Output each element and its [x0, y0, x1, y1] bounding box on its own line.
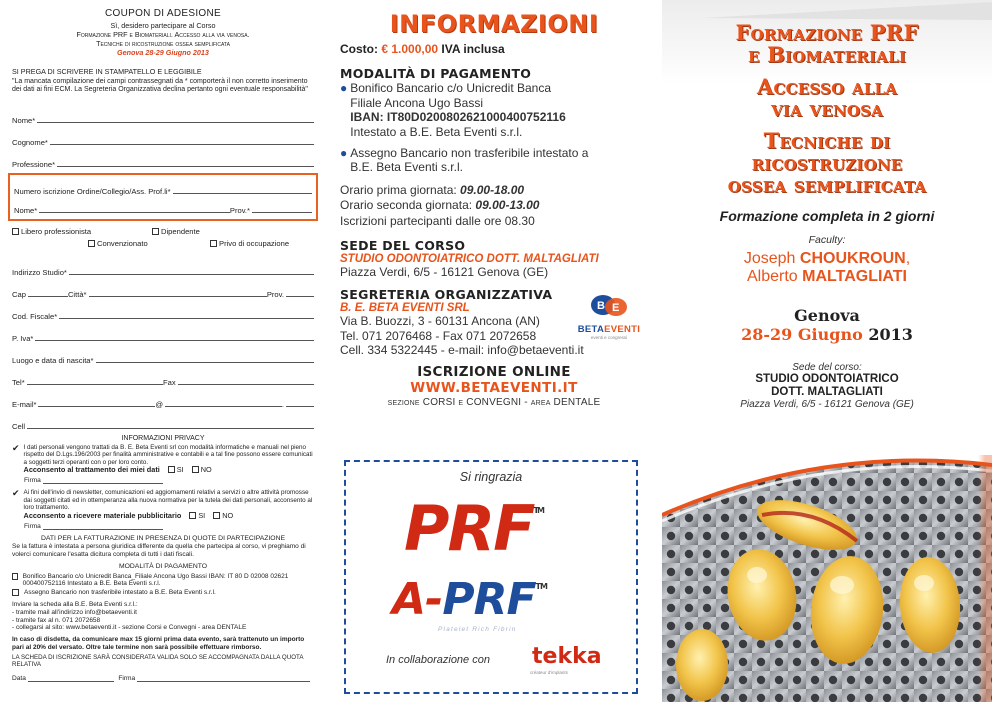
- fill-line[interactable]: [28, 681, 114, 682]
- fill-line[interactable]: [286, 296, 314, 297]
- sede-heading: SEDE DEL CORSO: [340, 237, 466, 253]
- fill-line[interactable]: [37, 122, 314, 123]
- beta-logo-text: [574, 324, 644, 335]
- checkbox-icon[interactable]: [88, 240, 95, 247]
- segreteria-block: [340, 287, 648, 358]
- coupon-title: COUPON DI ADESIONE: [105, 8, 221, 19]
- tekka-logo: tekka: [532, 644, 602, 669]
- fattura-title: DATI PER LA FATTURAZIONE IN PRESENZA DI QUOTE DI PARTECIPAZIONE: [40, 535, 286, 542]
- date-days: 28-29 Giugno: [741, 324, 863, 344]
- fill-line[interactable]: [286, 406, 314, 407]
- validita-text: LA SCHEDA DI ISCRIZIONE SARÀ CONSIDERATA VALIDA SOLO SE ACCOMPAGNATA DALLA QUOTA RELATIVA: [12, 653, 304, 669]
- privacy-block: [12, 444, 314, 475]
- online-section: sezione CORSI e CONVEGNI - area DENTALE: [387, 397, 601, 409]
- option-privo[interactable]: [210, 239, 289, 248]
- tekka-tagline: créateur d'implants: [530, 670, 568, 675]
- prf-membranes-photo: [662, 455, 992, 702]
- online-heading: ISCRIZIONE ONLINE: [417, 364, 571, 381]
- fill-line[interactable]: [137, 681, 310, 682]
- orario-value: 09.00-18.00: [460, 182, 525, 197]
- privacy-si[interactable]: [168, 465, 184, 474]
- field-label: Città*: [67, 289, 87, 299]
- mod-bonifico-text: Bonifico Bancario c/o Unicredit Banca_Filiale Ancona Ugo Bassi IBAN: IT 80 D 02008 02621 000400752116 Intestato a B.E. Beta Eventi s.r.l.: [22, 572, 289, 588]
- cover-sede-address: Piazza Verdi, 6/5 - 16121 Genova (GE): [740, 398, 914, 410]
- field-email[interactable]: [12, 387, 314, 409]
- info-title: INFORMAZIONI: [389, 10, 599, 38]
- option-label: Convenzionato: [97, 239, 148, 248]
- invio-line: - tramite mail all'indirizzo info@betaeventi.it: [12, 608, 137, 616]
- coupon-panel: [0, 0, 326, 702]
- trademark: TM: [535, 582, 547, 591]
- ringrazia-label: Si ringrazia: [459, 470, 523, 484]
- heading-line: Tecniche di: [763, 128, 891, 154]
- disdetta-text: In caso di disdetta, da comunicare max 15 giorni prima data evento, sarà trattenuto un importo pari al 20% del versato. Oltre tale termine non sarà possibile effettuare rimborso.: [12, 636, 305, 651]
- field-numero-iscrizione[interactable]: [14, 177, 312, 196]
- cover-text: [662, 0, 992, 470]
- aprf-a: A-: [392, 574, 443, 625]
- newsletter-block: [12, 489, 314, 520]
- orario-value: 09.00-13.00: [475, 198, 540, 213]
- assegno-line1: Assegno Bancario non trasferibile intestato a: [350, 145, 589, 160]
- first-name: Alberto: [747, 267, 803, 285]
- cover-panel: [662, 0, 992, 702]
- field-label: Fax: [163, 377, 176, 387]
- sede-address: Piazza Verdi, 6/5 - 16121 Genova (GE): [340, 264, 549, 279]
- fill-line[interactable]: [27, 384, 163, 385]
- fill-line[interactable]: [252, 212, 312, 213]
- cover-date: [662, 325, 992, 344]
- fill-line[interactable]: [178, 384, 314, 385]
- newsletter-accept-label: Acconsento a ricevere materiale pubblicitario: [23, 511, 182, 521]
- coupon-modalita-title: MODALITÀ DI PAGAMENTO: [118, 563, 208, 571]
- check-mark-icon: ✔: [12, 442, 20, 453]
- fill-line[interactable]: [28, 296, 68, 297]
- beta-logo-b: BETA: [577, 324, 605, 336]
- orario-label: Orario prima giornata:: [340, 182, 461, 197]
- sponsor-box: [344, 460, 638, 694]
- field-cap-citta-prov[interactable]: [12, 277, 314, 299]
- option-label: Libero professionista: [21, 227, 92, 236]
- checkbox-icon[interactable]: [152, 228, 159, 235]
- registration-box: [8, 173, 318, 221]
- iscrizioni-orario: Iscrizioni partecipanti dalle ore 08.30: [340, 213, 535, 228]
- field-label: Cod. Fiscale*: [12, 311, 58, 321]
- field-label: P. Iva*: [12, 333, 34, 343]
- mod-assegno-text: Assegno Bancario non trasferibile intestato a B.E. Beta Eventi s.r.l.: [24, 589, 216, 597]
- info-panel: [326, 0, 662, 702]
- faculty-2: [662, 268, 992, 286]
- cover-heading-2: [662, 76, 992, 120]
- firma-label: Firma: [118, 675, 136, 683]
- field-cell[interactable]: [12, 409, 314, 431]
- field-luogo-data[interactable]: [12, 343, 314, 365]
- beta-logo-e: EVENTI: [604, 324, 641, 336]
- coupon-date: Genova 28-29 Giugno 2013: [117, 47, 209, 57]
- cover-heading-1: [662, 22, 992, 66]
- field-piva[interactable]: [12, 321, 314, 343]
- fill-line[interactable]: [89, 296, 267, 297]
- bullet-dot-icon: ●: [340, 81, 348, 95]
- field-label: Nome*: [14, 205, 38, 215]
- assegno-line2: B.E. Beta Eventi s.r.l.: [350, 160, 463, 175]
- prf-logo: [404, 492, 543, 565]
- privacy-firma[interactable]: [24, 477, 314, 485]
- cover-heading-3: [662, 130, 992, 196]
- privacy-accept-row: [24, 466, 314, 475]
- beta-eventi-logo: [574, 293, 644, 340]
- fill-line[interactable]: [165, 406, 282, 407]
- costo-amount: € 1.000,00: [381, 42, 439, 56]
- field-label: E-mail*: [12, 399, 37, 409]
- cover-full-course: Formazione completa in 2 giorni: [719, 208, 935, 225]
- field-professione[interactable]: [12, 147, 314, 169]
- last-name: CHOUKROUN: [799, 250, 906, 268]
- heading-line: e Biomateriali: [747, 42, 907, 68]
- checkbox-icon[interactable]: [12, 589, 19, 596]
- checkbox-icon[interactable]: [192, 466, 199, 473]
- newsletter-accept-row: [24, 512, 314, 521]
- newsletter-text: Ai fini dell'invio di newsletter, comunicazioni ed aggiornamenti relativi a servizi o altre attività promosse dai soggetti citati ed in ottemperanza alla nuova normativa per la tutela dei dati personali, acconsento al loro trattamento.: [23, 489, 313, 512]
- iban: IBAN: IT80D0200802621000400752116: [350, 110, 566, 125]
- coupon-course-line1: Formazione PRF e Biomateriali. Accesso alla via venosa.: [76, 29, 250, 39]
- fill-line[interactable]: [27, 428, 314, 429]
- option-dipendente[interactable]: [152, 227, 200, 236]
- fill-line[interactable]: [43, 483, 163, 484]
- segreteria-address: Via B. Buozzi, 3 - 60131 Ancona (AN): [340, 314, 540, 329]
- orari-block: [340, 183, 648, 230]
- beta-tagline: eventi e congressi: [590, 335, 628, 341]
- date-year: 2013: [862, 324, 913, 344]
- at-sign: @: [155, 399, 164, 409]
- field-cognome[interactable]: [12, 125, 314, 147]
- costo-label: Costo:: [340, 42, 382, 56]
- privacy-no[interactable]: [192, 465, 212, 474]
- data-firma-row[interactable]: [12, 675, 314, 683]
- orario-1: [340, 183, 648, 199]
- trademark: TM: [533, 506, 543, 515]
- incomplete-note: "La mancata compilazione dei campi contrassegnati da * comporterà il non corretto inserimento dei dati ai fini ECM. La Segreteria Organizzativa declina pertanto ogni eventuale responsabilità": [12, 77, 308, 94]
- fill-line[interactable]: [69, 274, 314, 275]
- firma-label: Firma: [24, 477, 41, 485]
- privacy-accept-label: Acconsento al trattamento dei miei dati: [23, 465, 160, 475]
- cover-city: Genova: [794, 305, 860, 325]
- segreteria-tel: Tel. 071 2076468 - Fax 071 2072658: [340, 328, 537, 343]
- check-mark-icon: ✔: [12, 488, 20, 499]
- heading-line: via venosa: [771, 96, 883, 122]
- segreteria-heading: SEGRETERIA ORGANIZZATIVA: [340, 287, 553, 303]
- costo-iva: IVA inclusa: [438, 42, 505, 56]
- invio-line: Inviare la scheda alla B.E. Beta Eventi s.r.l.:: [12, 600, 138, 608]
- coupon-course-line2: Tecniche di ricostruzione ossea semplificata: [96, 38, 230, 48]
- aprf-logo: [392, 574, 547, 625]
- field-label: Indirizzo Studio*: [12, 267, 67, 277]
- aprf-rest: PRF: [442, 574, 536, 625]
- option-convenzionato[interactable]: [88, 239, 148, 248]
- fattura-text: Se la fattura è intestata a persona giuridica differente da quella che partecipa al corso, vi preghiamo di volerci comunicare l'esatta dicitura completa di tutti i dati fiscali.: [12, 543, 306, 559]
- checkbox-icon[interactable]: [12, 573, 18, 580]
- prf-logo-text: PRF: [404, 492, 534, 565]
- bullet-dot-icon: ●: [340, 145, 348, 160]
- no-label: NO: [200, 465, 212, 475]
- checkbox-icon[interactable]: [189, 512, 196, 519]
- field-label: Nome*: [12, 115, 36, 125]
- assegno-item: [340, 146, 648, 175]
- fill-line[interactable]: [38, 406, 155, 407]
- field-label: Professione*: [12, 159, 56, 169]
- invio-line: - tramite fax al n. 071 2072658: [12, 616, 101, 624]
- checkbox-icon[interactable]: [168, 466, 175, 473]
- invio-block: [12, 601, 314, 632]
- first-name: Joseph: [743, 250, 800, 268]
- faculty-1: [662, 250, 992, 268]
- fill-line[interactable]: [96, 362, 315, 363]
- firma-label: Firma: [24, 522, 41, 530]
- status-options: [12, 227, 314, 253]
- newsletter-firma[interactable]: [24, 523, 314, 531]
- collab-label: In collaborazione con: [386, 654, 490, 666]
- orario-2: [340, 198, 648, 214]
- orario-label: Orario seconda giornata:: [340, 198, 476, 213]
- cover-sede-label: Sede del corso:: [792, 361, 862, 373]
- heading-line: ossea semplificata: [727, 172, 927, 198]
- cover-sede-name: [662, 373, 992, 399]
- segreteria-cell: Cell. 334 5322445 - e-mail: info@betaeventi.it: [340, 343, 584, 358]
- fill-line[interactable]: [59, 318, 314, 319]
- checkbox-icon[interactable]: [12, 228, 19, 235]
- svg-text:B: B: [597, 300, 605, 313]
- dot-sign: .: [281, 399, 285, 409]
- heading-line: Accesso alla: [756, 74, 898, 100]
- field-label: Prov.*: [229, 205, 250, 215]
- fill-line[interactable]: [173, 193, 312, 194]
- field-label: Cell: [12, 421, 26, 431]
- field-nome[interactable]: [12, 103, 314, 125]
- sede-name: STUDIO ODONTOIATRICO DOTT. MALTAGLIATI: [340, 252, 599, 265]
- separator: ,: [905, 250, 911, 268]
- coupon-mod-bonifico[interactable]: [12, 573, 314, 589]
- field-label: Numero iscrizione Ordine/Collegio/Ass. Prof.li*: [14, 186, 171, 196]
- costo-line: [340, 42, 648, 56]
- bonifico-line1: Bonifico Bancario c/o Unicredit Banca: [350, 81, 552, 95]
- svg-text:E: E: [612, 302, 620, 315]
- no-label: NO: [222, 511, 234, 521]
- si-label: SI: [176, 465, 184, 475]
- si-label: SI: [198, 511, 206, 521]
- option-label: Privo di occupazione: [219, 239, 290, 248]
- speech-bubble-icon: [590, 293, 628, 319]
- heading-line: Formazione PRF: [735, 20, 919, 45]
- field-label: Luogo e data di nascita*: [12, 355, 94, 365]
- segreteria-name: B. E. BETA EVENTI SRL: [340, 302, 470, 315]
- coupon-mod-assegno[interactable]: [12, 589, 314, 597]
- sede-line: STUDIO ODONTOIATRICO: [755, 372, 899, 385]
- field-cod-fiscale[interactable]: [12, 299, 314, 321]
- cover-faculty-label: Faculty:: [808, 234, 846, 247]
- fill-line[interactable]: [43, 529, 163, 530]
- modalita-heading: MODALITÀ DI PAGAMENTO: [340, 66, 532, 81]
- privacy-title: INFORMAZIONI PRIVACY: [121, 435, 205, 442]
- bonifico-item: [340, 81, 648, 140]
- fill-line[interactable]: [35, 340, 314, 341]
- option-label: Dipendente: [161, 227, 200, 236]
- field-tel-fax[interactable]: [12, 365, 314, 387]
- invio-line: - collegarsi al sito: www.betaeventi.it - sezione Corsi e Convegni - area DENTALE: [12, 624, 247, 632]
- last-name: MALTAGLIATI: [802, 267, 907, 285]
- fill-line[interactable]: [57, 166, 314, 167]
- fill-line[interactable]: [50, 144, 314, 145]
- option-libero[interactable]: [12, 227, 91, 236]
- field-label: Cap: [12, 289, 26, 299]
- bonifico-line2: Filiale Ancona Ugo Bassi: [350, 95, 483, 110]
- fill-line[interactable]: [39, 212, 230, 213]
- field-indirizzo[interactable]: [12, 255, 314, 277]
- cover-faculty-names: [662, 250, 992, 285]
- heading-line: ricostruzione: [751, 150, 903, 176]
- online-url[interactable]: WWW.BETAEVENTI.IT: [410, 380, 578, 397]
- field-nome-prov[interactable]: [14, 196, 312, 215]
- data-label: Data: [12, 675, 26, 683]
- sede-line: DOTT. MALTAGLIATI: [771, 385, 883, 398]
- aprf-subtitle: Platelet Rich Fibrin: [438, 626, 517, 633]
- checkbox-icon[interactable]: [210, 240, 217, 247]
- newsletter-si[interactable]: [189, 511, 205, 520]
- coupon-subtitle: Sì, desidero partecipare al Corso: [110, 20, 216, 30]
- field-label: Cognome*: [12, 137, 48, 147]
- checkbox-icon[interactable]: [213, 512, 220, 519]
- field-label: Prov.: [266, 289, 284, 299]
- newsletter-no[interactable]: [213, 511, 233, 520]
- write-note: SI PREGA DI SCRIVERE IN STAMPATELLO E LEGGIBILE: [12, 66, 202, 76]
- privacy-text: I dati personali vengono trattati da B. E. Beta Eventi srl con modalità informatiche e manuali nel pieno rispetto del D.Lgs.196/2003 per finalità amministrative e contabili e a tal fine possono essere comunicati a soggetti terzi operanti con o per loro conto.: [23, 443, 313, 466]
- intestato: Intestato a B.E. Beta Eventi s.r.l.: [350, 124, 523, 139]
- field-label: Tel*: [12, 377, 25, 387]
